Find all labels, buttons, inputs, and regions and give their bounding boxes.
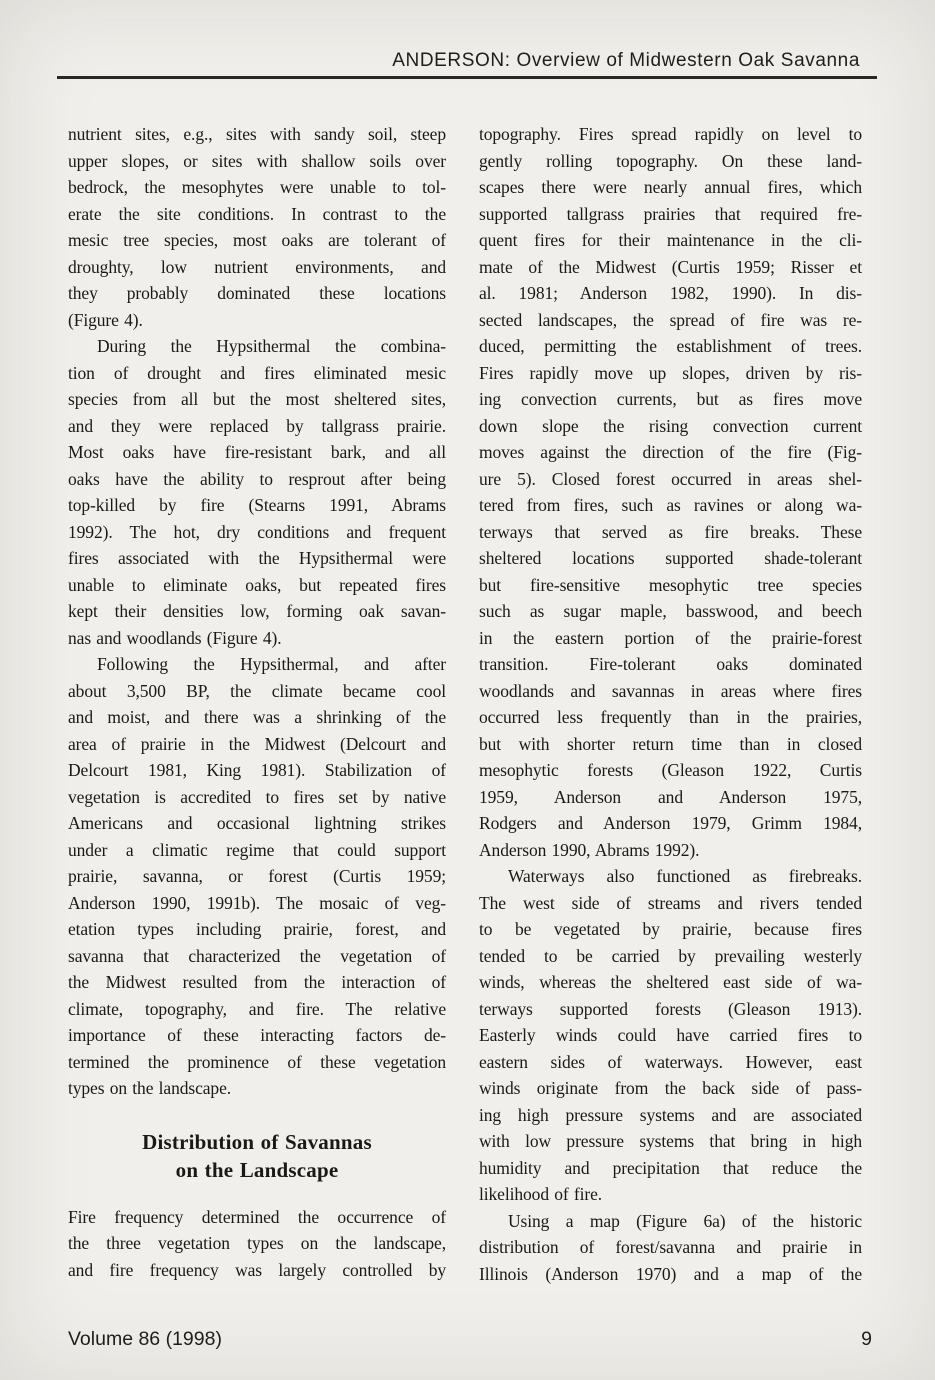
text-line: and moist, and there was a shrinking of the [68, 707, 446, 727]
footer-volume: Volume 86 (1998) [68, 1328, 222, 1350]
text-line: tion of drought and fires eliminated mesic [68, 362, 446, 383]
text-line: climate, topography, and fire. The relative [68, 998, 446, 1019]
text-line: in the eastern portion of the prairie-forest [479, 627, 862, 648]
text-column-right [479, 121, 862, 1287]
text-line: importance of these interacting factors de- [68, 1025, 446, 1045]
text-line: mesophytic forests (Gleason 1922, Curtis [479, 760, 862, 780]
text-line: under a climatic regime that could support [68, 839, 446, 860]
text-line: sheltered locations supported shade-tolerant [479, 548, 862, 568]
text-line: and fire frequency was largely controlled by [68, 1259, 446, 1280]
text-line: winds originate from the back side of pass- [479, 1078, 862, 1098]
text-line: Fires rapidly move up slopes, driven by ris- [479, 362, 862, 383]
text-line: winds, whereas the sheltered east side of wa- [479, 972, 862, 992]
text-line: ure 5). Closed forest occurred in areas shel- [479, 468, 862, 489]
text-line: to be vegetated by prairie, because fires [479, 919, 862, 939]
text-line: savanna that characterized the vegetation of [68, 945, 446, 966]
text-line: topography. Fires spread rapidly on level to [479, 124, 862, 144]
text-line: likelihood of fire. [479, 1184, 603, 1204]
text-line: Anderson 1990, 1991b). The mosaic of veg- [68, 892, 446, 913]
text-line: ing convection currents, but as fires move [479, 389, 862, 409]
text-line: During the Hypsithermal the combina- [97, 336, 446, 356]
text-line: The west side of streams and rivers tended [479, 892, 862, 913]
text-line: about 3,500 BP, the climate became cool [68, 680, 446, 701]
paragraph [68, 1204, 446, 1284]
text-line: bedrock, the mesophytes were unable to tol- [68, 177, 446, 197]
running-header: ANDERSON: Overview of Midwestern Oak Savanna [392, 50, 860, 71]
text-line: etation types including prairie, forest, and [68, 919, 446, 939]
text-line: types on the landscape. [68, 1078, 232, 1098]
paragraph [68, 651, 446, 1102]
paragraph [479, 121, 862, 863]
text-line: Fire frequency determined the occurrence of [68, 1206, 446, 1227]
text-line: Most oaks have fire-resistant bark, and all [68, 442, 446, 462]
text-line: the Midwest resulted from the interaction of [68, 972, 446, 992]
text-line: fires associated with the Hypsithermal were [68, 548, 446, 568]
text-line: oaks have the ability to resprout after being [68, 468, 446, 489]
paragraph [479, 1208, 862, 1288]
text-line: woodlands and savannas in areas where fires [479, 680, 862, 701]
text-line: Delcourt 1981, King 1981). Stabilization of [68, 760, 446, 780]
text-line: Waterways also functioned as firebreaks. [508, 866, 862, 886]
text-line: down slope the rising convection current [479, 415, 862, 436]
text-line: 1959, Anderson and Anderson 1975, [479, 786, 862, 807]
text-line: top-killed by fire (Stearns 1991, Abrams [68, 495, 446, 515]
section-heading [68, 1128, 446, 1184]
text-line: (Figure 4). [68, 309, 143, 330]
text-line: but with shorter return time than in closed [479, 733, 862, 754]
paragraph [68, 333, 446, 651]
text-line: such as sugar maple, basswood, and beech [479, 601, 862, 621]
text-line: sected landscapes, the spread of fire was re- [479, 309, 862, 330]
text-line: 1992). The hot, dry conditions and frequent [68, 521, 446, 542]
text-line: distribution of forest/savanna and prairie in [479, 1237, 862, 1257]
text-line: nas and woodlands (Figure 4). [68, 627, 282, 648]
text-line: duced, permitting the establishment of trees. [479, 336, 862, 356]
text-line: Illinois (Anderson 1970) and a map of the [479, 1263, 862, 1284]
text-line: and they were replaced by tallgrass prairie. [68, 415, 446, 436]
text-line: supported tallgrass prairies that required fre- [479, 203, 862, 224]
text-line: al. 1981; Anderson 1982, 1990). In dis- [479, 283, 862, 303]
header-rule [57, 76, 877, 79]
text-line: Using a map (Figure 6a) of the historic [508, 1210, 862, 1231]
text-line: unable to eliminate oaks, but repeated fires [68, 574, 446, 595]
heading-line: Distribution of Savannas [142, 1129, 372, 1154]
text-line: gently rolling topography. On these land- [479, 150, 862, 171]
text-line: area of prairie in the Midwest (Delcourt and [68, 733, 446, 754]
text-line: tered from fires, such as ravines or along wa- [479, 495, 862, 515]
text-line: mate of the Midwest (Curtis 1959; Risser et [479, 256, 862, 277]
text-line: upper slopes, or sites with shallow soils over [68, 150, 446, 171]
text-line: humidity and precipitation that reduce the [479, 1157, 862, 1178]
text-line: Easterly winds could have carried fires to [479, 1025, 862, 1045]
text-line: tended to be carried by prevailing westerly [479, 945, 862, 966]
text-line: erate the site conditions. In contrast to the [68, 203, 446, 224]
text-line: Americans and occasional lightning strikes [68, 813, 446, 833]
paragraph [479, 863, 862, 1208]
text-line: vegetation is accredited to fires set by native [68, 786, 446, 807]
text-line: the three vegetation types on the landscape, [68, 1233, 446, 1253]
text-line: species from all but the most sheltered sites, [68, 389, 446, 409]
text-line: with low pressure systems that bring in high [479, 1131, 862, 1151]
text-line: kept their densities low, forming oak savan- [68, 601, 446, 621]
paragraph [68, 121, 446, 333]
text-line: mesic tree species, most oaks are tolerant of [68, 230, 446, 250]
text-line: droughty, low nutrient environments, and [68, 256, 446, 277]
text-line: prairie, savanna, or forest (Curtis 1959; [68, 866, 446, 886]
text-line: quent fires for their maintenance in the cli- [479, 230, 862, 250]
text-line: terways supported forests (Gleason 1913). [479, 998, 862, 1019]
heading-line: on the Landscape [175, 1157, 339, 1182]
text-column-left [68, 121, 446, 1283]
text-line: occurred less frequently than in the prairies, [479, 707, 862, 727]
text-line: terways that served as fire breaks. These [479, 521, 862, 542]
text-line: they probably dominated these locations [68, 283, 446, 303]
text-line: Rodgers and Anderson 1979, Grimm 1984, [479, 813, 862, 833]
text-line: moves against the direction of the fire (Fig- [479, 442, 862, 462]
text-line: nutrient sites, e.g., sites with sandy soil, steep [68, 124, 446, 144]
text-line: scapes there were nearly annual fires, which [479, 177, 862, 197]
text-line: eastern sides of waterways. However, east [479, 1051, 862, 1072]
text-line: Anderson 1990, Abrams 1992). [479, 839, 700, 860]
text-line: Following the Hypsithermal, and after [97, 654, 446, 674]
text-line: termined the prominence of these vegetation [68, 1051, 446, 1072]
text-line: but fire-sensitive mesophytic tree species [479, 574, 862, 595]
text-line: ing high pressure systems and are associated [479, 1104, 862, 1125]
text-line: transition. Fire-tolerant oaks dominated [479, 654, 862, 674]
footer-page-number: 9 [861, 1328, 872, 1350]
